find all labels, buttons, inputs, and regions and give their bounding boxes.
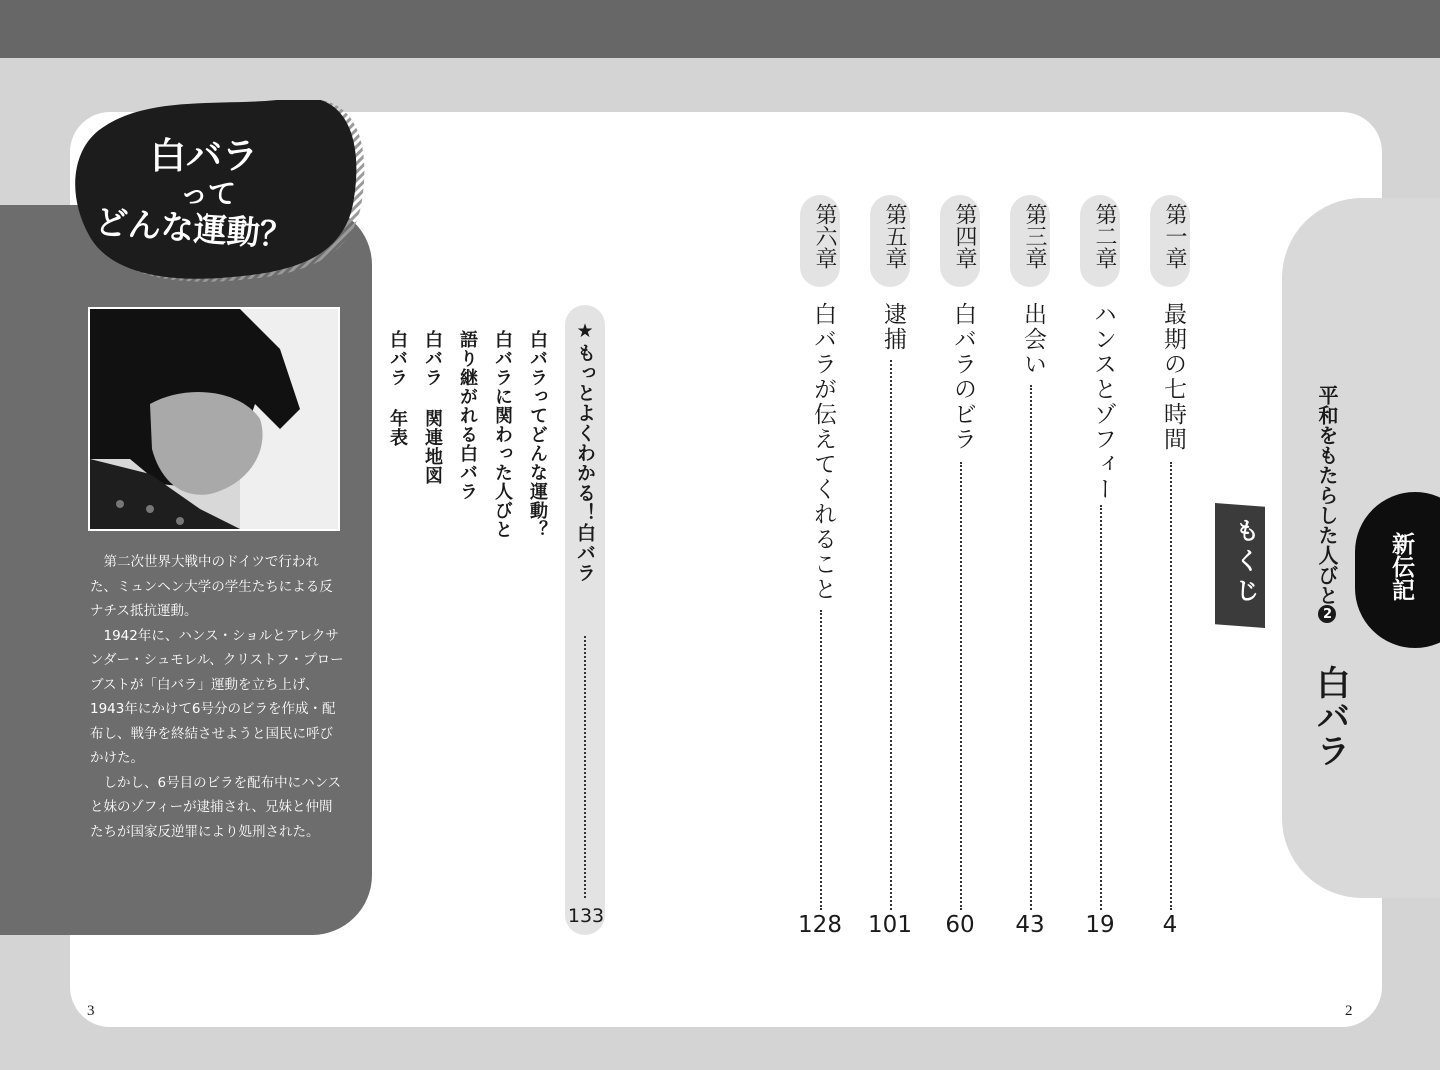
chapter-6-title[interactable]: 白バラが伝えてくれること [810, 302, 836, 602]
chapter-4-label: 第四章 [952, 203, 977, 269]
more-item-4[interactable]: 白バラ 関連地図 [422, 330, 443, 485]
chapter-2-page: 19 [1085, 912, 1115, 938]
chapter-2-leader [1100, 505, 1102, 910]
more-item-2[interactable]: 白バラに関わった人びと [492, 330, 513, 539]
intro-paragraph-3: しかし、6号目のビラを配布中にハンスと妹のゾフィーが逮捕され、兄妹と仲間たちが国家反逆罪により処刑された。 [90, 774, 342, 840]
chapter-5-page: 101 [868, 912, 912, 938]
page-number-right: 2 [1345, 1003, 1353, 1019]
series-title-text: 平和をもたらした人びと [1315, 385, 1339, 605]
more-item-1[interactable]: 白バラってどんな運動？ [527, 330, 548, 539]
more-section-title[interactable]: ★もっとよくわかる！白バラ [574, 320, 596, 583]
badge-line-3: どんな運動？ [93, 202, 294, 255]
intro-paragraph-1: 第二次世界大戦中のドイツで行われた、ミュンヘン大学の学生たちによる反ナチス抵抗運動。 [90, 554, 333, 619]
series-number-badge: 2 [1320, 606, 1335, 622]
page-number-left: 3 [87, 1003, 95, 1019]
chapter-6-label: 第六章 [812, 203, 837, 269]
chapter-6-leader [820, 610, 822, 910]
chapter-3-label: 第三章 [1022, 203, 1047, 269]
book-title: 白バラ [1310, 665, 1350, 767]
chapter-1-page: 4 [1162, 912, 1178, 938]
chapter-3-page: 43 [1015, 912, 1045, 938]
shinden-label: 新伝記 [1388, 532, 1414, 601]
chapter-2-label: 第二章 [1092, 203, 1117, 269]
more-section-page: 133 [567, 905, 605, 927]
chapter-5-label: 第五章 [882, 203, 907, 269]
chapter-2-title[interactable]: ハンスとゾフィー [1090, 302, 1116, 502]
chapter-1-label: 第一章 [1162, 203, 1187, 269]
chapter-4-page: 60 [945, 912, 975, 938]
top-bar [0, 0, 1440, 58]
series-title [1313, 385, 1342, 623]
more-section-leader [584, 636, 586, 898]
more-item-5[interactable]: 白バラ 年表 [387, 330, 408, 447]
badge-line-2: って [180, 177, 237, 210]
chapter-1-title[interactable]: 最期の七時間 [1160, 302, 1186, 452]
chapter-5-leader [890, 360, 892, 910]
chapter-4-title[interactable]: 白バラのビラ [950, 302, 976, 452]
badge-line-1: 白バラ [150, 136, 259, 177]
chapter-3-leader [1030, 385, 1032, 910]
chapter-5-title[interactable]: 逮捕 [880, 302, 906, 352]
portrait-photo [88, 307, 340, 531]
intro-text [90, 550, 344, 844]
intro-paragraph-2: 1942年に、ハンス・ショルとアレクサンダー・シュモレル、クリストフ・プローブストが「白バラ」運動を立ち上げ、1943年にかけて6号分のビラを作成・配布し、戦争を終結させようと国民に呼びかけた。 [90, 627, 344, 766]
chapter-6-page: 128 [798, 912, 842, 938]
chapter-1-leader [1170, 462, 1172, 910]
chapter-4-leader [960, 462, 962, 910]
chapter-3-title[interactable]: 出会い [1020, 302, 1046, 377]
toc-label: もくじ [1231, 518, 1259, 608]
more-item-3[interactable]: 語り継がれる白バラ [457, 330, 478, 501]
